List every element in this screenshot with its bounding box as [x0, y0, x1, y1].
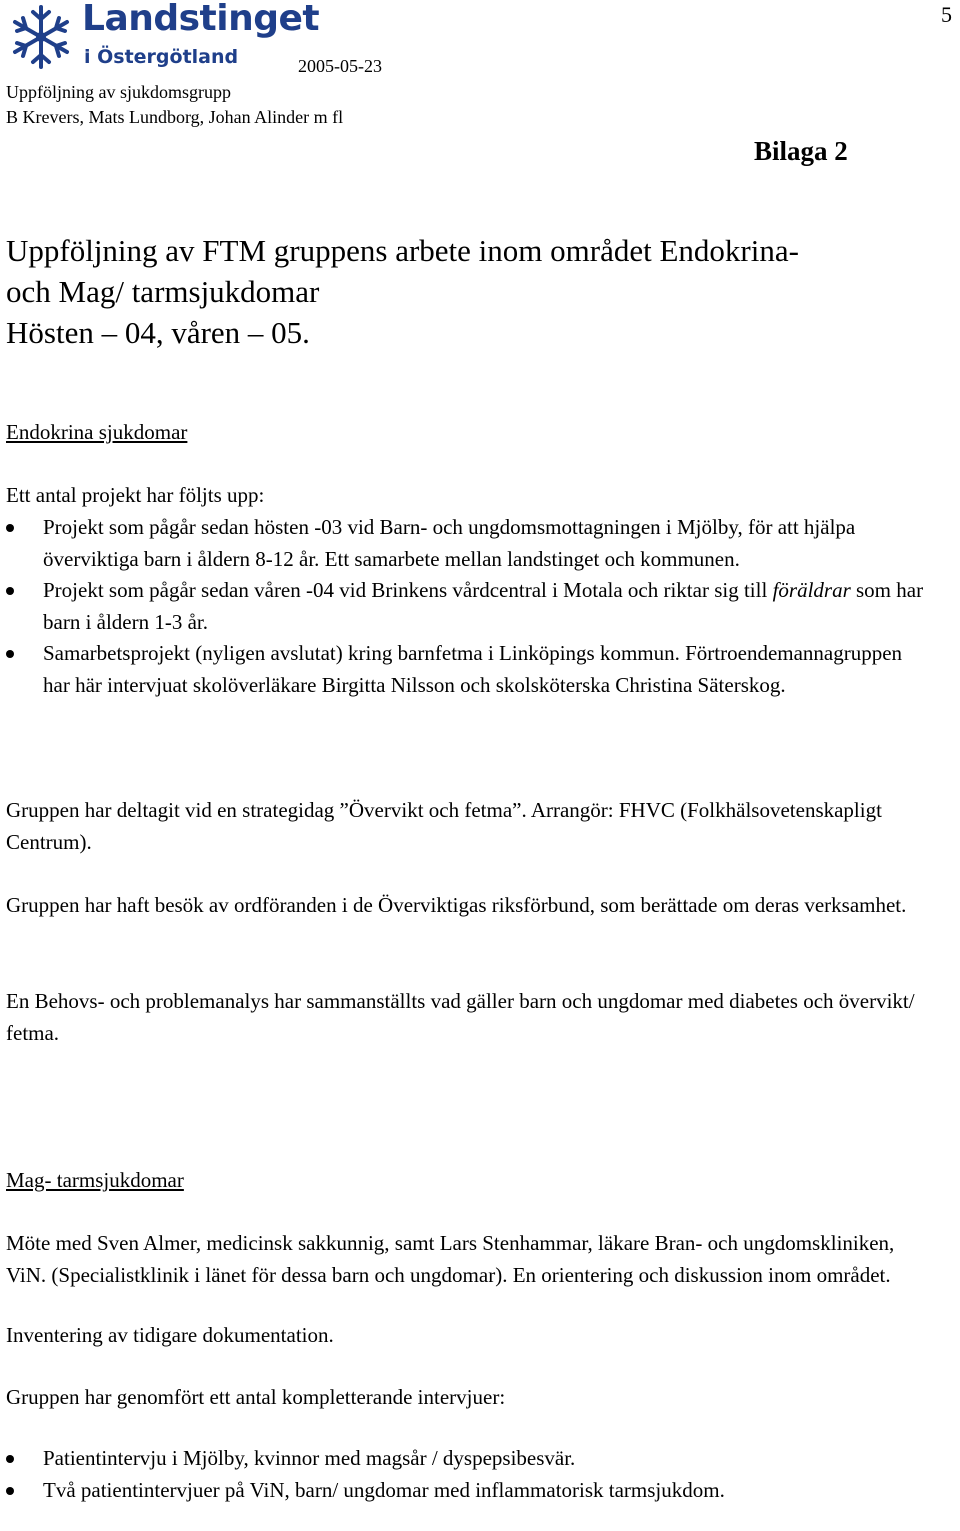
document-title [6, 230, 956, 353]
section-heading-gastro: Mag- tarmsjukdomar [6, 1168, 184, 1192]
section-heading-endocrine: Endokrina sjukdomar [6, 420, 188, 444]
bullet-icon [6, 524, 14, 532]
list-item-text: Projekt som pågår sedan hösten -03 vid Barn- och ungdomsmottagningen i Mjölby, för att hjälpa överviktiga barn i åldern 8-12 år. Ett samarbete mellan landstinget och kommunen. [43, 515, 856, 571]
bullet-icon [6, 650, 14, 658]
endocrine-paragraph-visit: Gruppen har haft besök av ordföranden i de Överviktigas riksförbund, som berättade om deras verksamhet. [6, 893, 907, 917]
list-item-text-before: Projekt som pågår sedan våren -04 vid Brinkens vårdcentral i Motala och riktar sig till [43, 578, 773, 602]
endocrine-intro: Ett antal projekt har följts upp: [6, 483, 265, 507]
title-line-1: Uppföljning av FTM gruppens arbete inom området Endokrina- [6, 233, 799, 268]
logo-subtitle: i Östergötland [84, 46, 239, 68]
endocrine-paragraph-analysis: En Behovs- och problemanalys har sammanställts vad gäller barn och ungdomar med diabetes och övervikt/ fetma. [6, 989, 915, 1045]
endocrine-project-list [6, 512, 926, 701]
gastro-paragraph-inventory: Inventering av tidigare dokumentation. [6, 1323, 334, 1347]
list-item [6, 512, 926, 575]
gastro-interview-list [6, 1443, 926, 1506]
gastro-paragraph-meeting: Möte med Sven Almer, medicinsk sakkunnig, samt Lars Stenhammar, läkare Bran- och ungdomskliniken, ViN. (Specialistklinik i länet för dessa barn och ungdomar). En orientering och diskussion inom området. [6, 1231, 895, 1287]
list-item-text-italic: föräldrar [772, 578, 851, 602]
list-item-text: Två patientintervjuer på ViN, barn/ ungdomar med inflammatorisk tarmsjukdom. [43, 1477, 725, 1502]
bullet-icon [6, 587, 14, 595]
list-item-text: Samarbetsprojekt (nyligen avslutat) kring barnfetma i Linköpings kommun. Förtroendemannagruppen har här intervjuat skolöverläkare Birgitta Nilsson och skolsköterska Christina Säterskog. [43, 641, 903, 697]
bullet-icon [6, 1487, 14, 1495]
snowflake-logo-icon [6, 2, 76, 72]
list-item-text: Patientintervju i Mjölby, kvinnor med magsår / dyspepsibesvär. [43, 1446, 576, 1470]
list-item [6, 575, 926, 638]
list-item-text-after: som har barn i åldern 1-3 år. [43, 578, 924, 634]
list-item [6, 638, 926, 701]
header-date: 2005-05-23 [298, 56, 382, 76]
endocrine-paragraph-strategy-day: Gruppen har deltagit vid en strategidag ”Övervikt och fetma”. Arrangör: FHVC (Folkhälsovetenskapligt Centrum). [6, 798, 882, 854]
landstinget-logo [6, 0, 320, 76]
list-item [6, 1443, 926, 1475]
appendix-label: Bilaga 2 [754, 136, 848, 166]
bullet-icon [6, 1455, 14, 1463]
header-authors: B Krevers, Mats Lundborg, Johan Alinder m fl [6, 107, 344, 127]
title-line-2: och Mag/ tarmsjukdomar [6, 274, 320, 309]
header-organization: Uppföljning av sjukdomsgrupp [6, 82, 231, 102]
logo-name: Landstinget [82, 0, 320, 39]
page-number: 5 [941, 2, 952, 27]
title-line-3: Hösten – 04, våren – 05. [6, 315, 310, 350]
list-item [6, 1475, 926, 1507]
gastro-paragraph-interviews: Gruppen har genomfört ett antal kompletterande intervjuer: [6, 1385, 506, 1409]
